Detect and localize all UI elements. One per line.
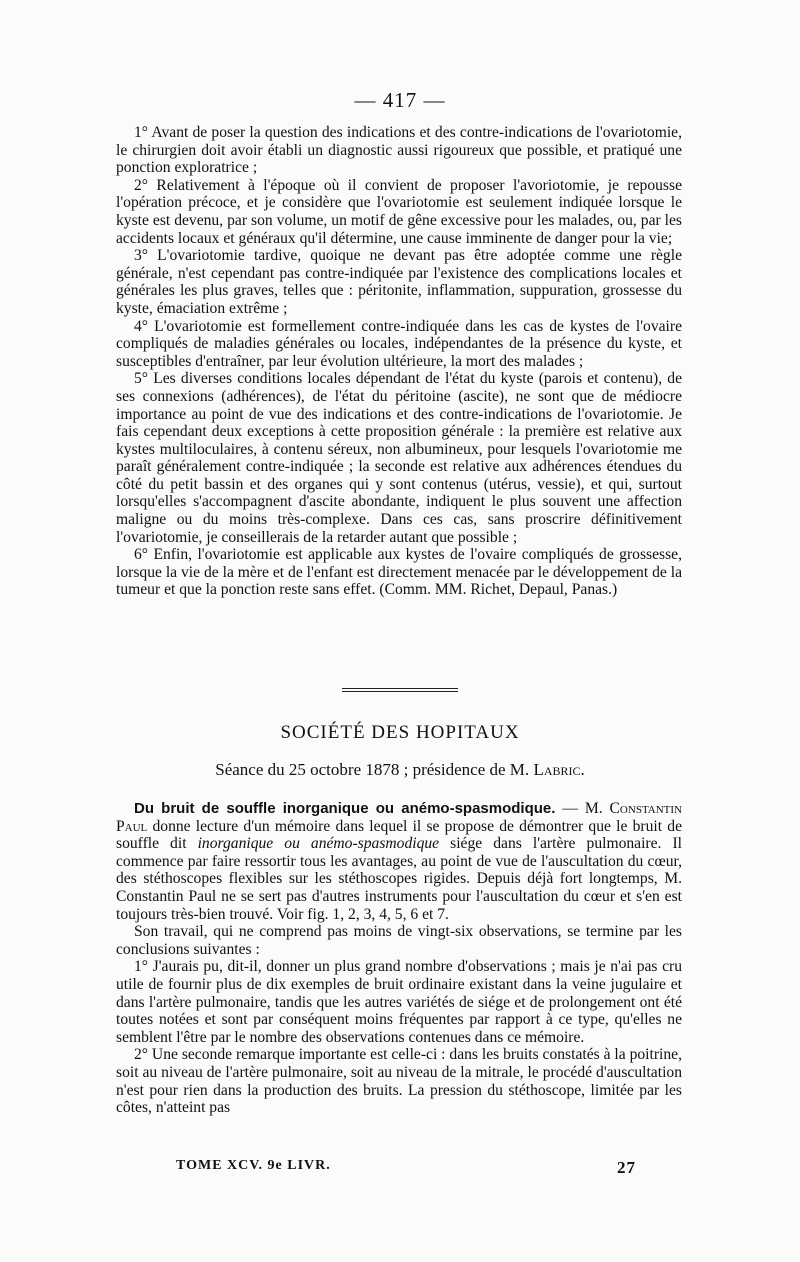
paragraph: 1° Avant de poser la question des indications et des contre-indications de l'ovariotomie, le chirurgien doit avoir établi un diagnostic aussi rigoureux que possible, et pratiqué une ponction exploratrice ; — [116, 124, 682, 177]
dash: — M. — [555, 800, 610, 817]
paragraph: 3° L'ovariotomie tardive, quoique ne devant pas être adoptée comme une règle générale, n'est cependant pas contre-indiquée par l'existence des complications locales et générales les plus graves, telles que : péritonite, inflammation, suppuration, grossesse du kyste, émaciation extrême ; — [116, 247, 682, 317]
intro-text-a: donne lecture d'un mémoire dans lequel il se propose de démontrer que le bruit de souffle dit — [116, 817, 682, 853]
intro-text-b: siége dans l'artère pulmonaire. Il commence par faire ressortir tous les avantages, au point de vue de l'auscultation du cœur, des stéthoscopes flexibles sur les stéthoscopes rigides. Depuis déjà fort longtemps, M. Constantin Paul ne se sert pas d'autres instruments pour l'auscultation du cœur et s'en est toujours très-bien trouvé. Voir fig. 1, 2, 3, 4, 5, 6 et 7. — [116, 835, 683, 923]
speaker-name: Constantin Paul — [116, 800, 682, 835]
italic-term: inorganique ou anémo-spasmodique — [197, 835, 440, 853]
section-divider — [342, 688, 458, 689]
sheet-number: 27 — [617, 1158, 636, 1177]
conclusions-block — [116, 124, 682, 599]
page-footer — [176, 1158, 636, 1177]
session-line — [0, 760, 800, 780]
paragraph: 4° L'ovariotomie est formellement contre-indiquée dans les cas de kystes de l'ovaire compliqués de maladies générales ou locales, indépendantes de la présence du kyste, et susceptibles d'entraîner, par leur évolution ultérieure, la mort des malades ; — [116, 317, 682, 370]
paragraph: 1° J'aurais pu, dit-il, donner un plus grand nombre d'observations ; mais je n'ai pas cru utile de fournir plus de dix exemples de bruit ordinaire existant dans la veine jugulaire et dans l'artère pulmonaire, tandis que les autres variétés de siége et de prolongement ont été toutes notées et sont par conséquent moins fréquentes par rapport à ce type, qu'elles ne semblent l'être par le nombre des observations contenues dans ce mémoire. — [116, 958, 682, 1046]
paragraph: 2° Une seconde remarque importante est celle-ci : dans les bruits constatés à la poitrine, soit au niveau de l'artère pulmonaire, soit au niveau de la mitrale, le procédé d'auscultation n'est pour rien dans la production des bruits. La pression du stéthoscope, limitée par les côtes, n'atteint pas — [116, 1046, 682, 1117]
paragraph: Son travail, qui ne comprend pas moins de vingt-six observations, se termine par les conclusions suivantes : — [116, 923, 682, 958]
section-heading: SOCIÉTÉ DES HOPITAUX — [280, 722, 520, 743]
paragraph: 6° Enfin, l'ovariotomie est applicable aux kystes de l'ovaire compliqués de grossesse, lorsque la vie de la mère et de l'enfant est directement menacée par le développement de la tumeur et que la ponction reste sans effet. (Comm. MM. Richet, Depaul, Panas.) — [116, 546, 682, 599]
paragraph: 2° Relativement à l'époque où il convient de proposer l'avoriotomie, je repousse l'opération précoce, et je considère que l'ovariotomie est seulement indiquée lorsque le kyste est devenu, par son volume, un motif de gêne excessive pour les malades, ou, par les accidents locaux et généraux qu'il détermine, une cause imminente de danger pour la vie; — [116, 176, 682, 247]
section-divider — [342, 691, 458, 692]
article-body — [116, 800, 682, 1117]
session-text: Séance du 25 octobre 1878 ; présidence de M. — [215, 760, 530, 779]
president-name: Labric. — [533, 760, 585, 779]
article-title: Du bruit de souffle inorganique ou anémo-spasmodique. — [134, 800, 556, 817]
printer-signature: TOME XCV. 9e LIVR. — [176, 1158, 331, 1173]
paragraph: 5° Les diverses conditions locales dépendant de l'état du kyste (parois et contenu), de ses connexions (adhérences), de l'état du péritoine (ascite), ne sont que de médiocre importance au point de vue des indications et des contre-indications de l'ovariotomie. Je fais cependant deux exceptions à cette proposition générale : la première est relative aux kystes multiloculaires, à contenu séreux, non albumineux, pour lesquels l'ovariotomie me paraît généralement contre-indiquée ; la seconde est relative aux adhérences étendues du côté du petit bassin et des organes qui y sont contenus (utérus, vessie), et qui, surtout lorsqu'elles s'accompagnent d'ascite abondante, indiquent le plus souvent une affection maligne ou du moins très-complexe. Dans ces cas, sans proscrire définitivement l'ovariotomie, je conseillerais de la retarder autant que possible ; — [116, 370, 682, 546]
page-number: — 417 — — [354, 88, 446, 112]
article-intro — [116, 800, 682, 923]
